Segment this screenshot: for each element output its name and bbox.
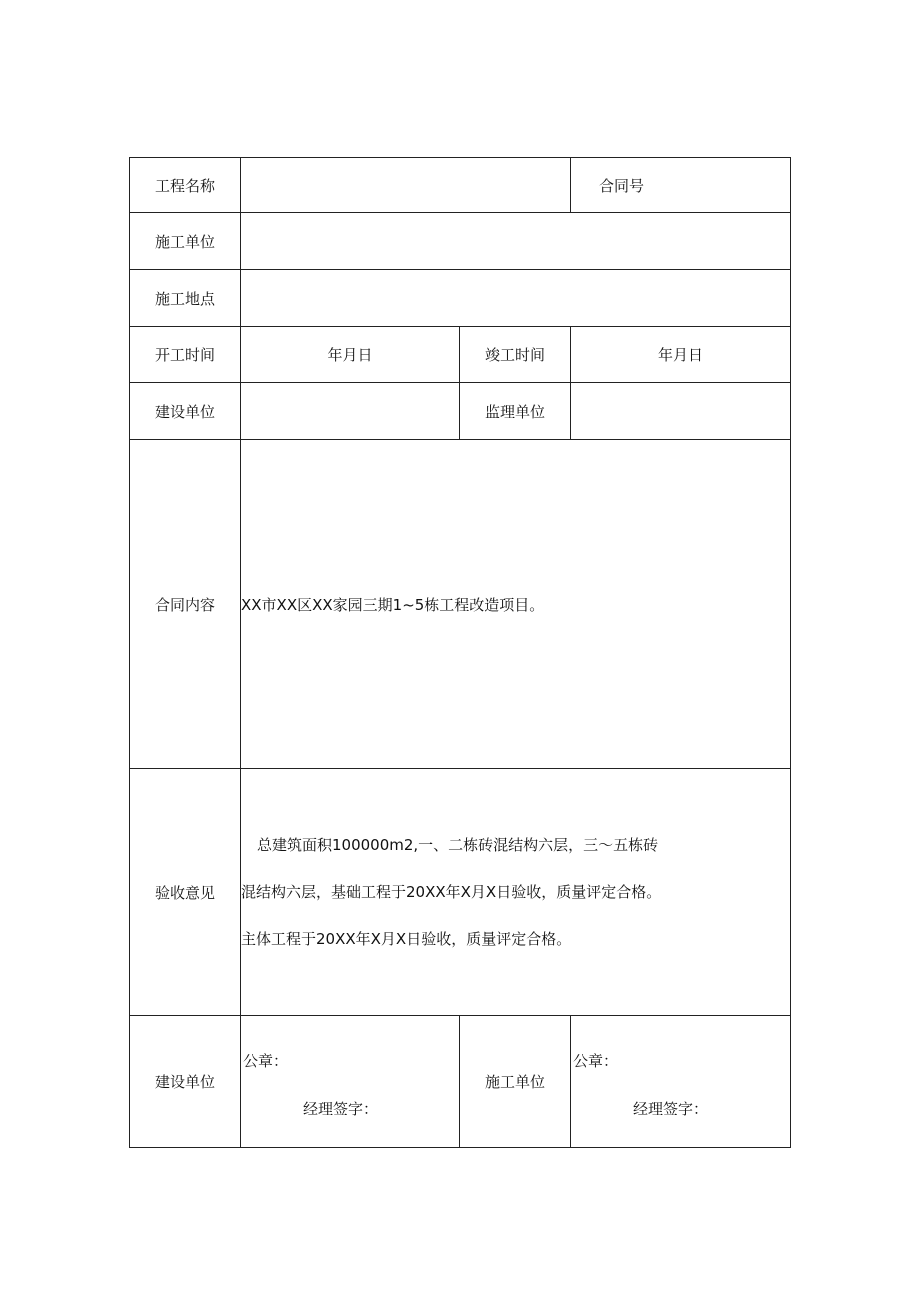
row-dates: [130, 327, 791, 383]
owner-signature-cell[interactable]: [241, 1016, 460, 1148]
contractor-seal-label: 公章：: [573, 1052, 619, 1070]
contractor-signature-cell[interactable]: [571, 1016, 791, 1148]
field-construction-unit[interactable]: [241, 213, 791, 270]
row-contract-content: [130, 440, 791, 769]
row-construction-site: [130, 270, 791, 327]
label-completion-time: 竣工时间: [460, 327, 571, 383]
row-signatures: [130, 1016, 791, 1148]
field-contract-content[interactable]: XX市XX区XX家园三期1~5栋工程改造项目。: [241, 440, 791, 769]
row-acceptance-opinion: [130, 769, 791, 1016]
opinion-line-1: 总建筑面积100000m2,一、二栋砖混结构六层，三～五栋砖: [257, 835, 659, 854]
label-acceptance-opinion: 验收意见: [130, 769, 241, 1016]
owner-manager-sign-label: 经理签字：: [303, 1100, 379, 1118]
label-supervision-unit: 监理单位: [460, 383, 571, 440]
row-project-name: [130, 158, 791, 213]
row-units: [130, 383, 791, 440]
field-project-name[interactable]: [241, 158, 571, 213]
field-acceptance-opinion[interactable]: [241, 769, 791, 1016]
label-owner-unit-sign: 建设单位: [130, 1016, 241, 1148]
field-start-date[interactable]: 年月日: [241, 327, 460, 383]
opinion-line-2: 混结构六层，基础工程于20XX年X月X日验收，质量评定合格。: [241, 882, 662, 901]
acceptance-form-table: [129, 157, 791, 1148]
label-start-time: 开工时间: [130, 327, 241, 383]
label-contract-content: 合同内容: [130, 440, 241, 769]
label-project-name: 工程名称: [130, 158, 241, 213]
label-construction-unit-sign: 施工单位: [460, 1016, 571, 1148]
label-owner-unit: 建设单位: [130, 383, 241, 440]
label-construction-site: 施工地点: [130, 270, 241, 327]
label-contract-no: 合同号: [571, 158, 791, 213]
field-construction-site[interactable]: [241, 270, 791, 327]
row-construction-unit: [130, 213, 791, 270]
owner-seal-label: 公章：: [243, 1052, 289, 1070]
field-completion-date[interactable]: 年月日: [571, 327, 791, 383]
label-construction-unit: 施工单位: [130, 213, 241, 270]
field-owner-unit[interactable]: [241, 383, 460, 440]
contractor-manager-sign-label: 经理签字：: [633, 1100, 709, 1118]
opinion-line-3: 主体工程于20XX年X月X日验收，质量评定合格。: [241, 929, 572, 948]
field-supervision-unit[interactable]: [571, 383, 791, 440]
